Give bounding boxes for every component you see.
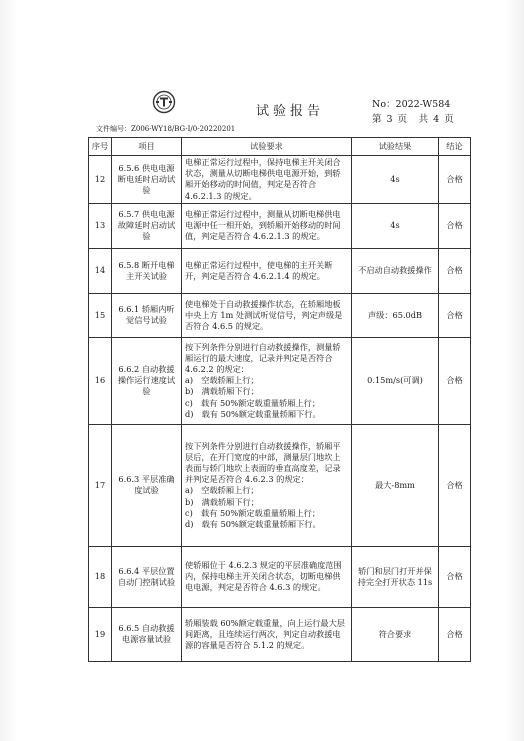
company-logo-icon [152, 90, 176, 114]
row-result: 声级：65.0dB [352, 293, 439, 337]
row-conclusion: 合格 [439, 203, 471, 248]
table-row [89, 424, 471, 546]
row-item: 6.6.2 自动救援操作运行速度试验 [112, 337, 182, 424]
row-item: 6.6.5 自动救援电源容量试验 [112, 607, 182, 661]
row-requirement [182, 424, 352, 546]
row-conclusion: 合格 [439, 607, 471, 661]
table-row [89, 546, 471, 607]
requirement-text: 电梯正常运行过程中，保持电梯主开关闭合状态，测量从切断电梯供电电源开始，到轿厢开始移动的时间值，判定是否符合 4.6.2.1.3 的规定。 [185, 157, 341, 201]
table-row [89, 293, 471, 337]
table-row [89, 337, 471, 424]
row-seq: 13 [89, 203, 112, 248]
table-body [89, 156, 471, 662]
row-result: 最大-8mm [352, 424, 439, 546]
requirement-text: 电梯正常运行过程中，测量从切断电梯供电电源中任一相开始，到轿厢开始移动的时间值，判定是否符合 4.6.2.1.3 的规定。 [185, 209, 341, 242]
row-conclusion: 合格 [439, 337, 471, 424]
row-seq: 12 [89, 156, 112, 204]
row-requirement [182, 203, 352, 248]
page-title: 试验报告 [256, 104, 325, 119]
row-seq: 18 [89, 546, 112, 607]
table-header-row [89, 138, 471, 156]
requirement-text: 使电梯处于自动救援操作状态，在轿厢地板中央上方 1m 处测试听觉信号，判定声级是否符合 4.6.5 的规定。 [185, 298, 343, 331]
requirement-condition: d) 载有 50%额定载重量轿厢下行。 [185, 408, 321, 419]
header-item: 项目 [112, 138, 182, 156]
row-seq: 19 [89, 607, 112, 661]
row-result: 4s [352, 203, 439, 248]
row-requirement [182, 293, 352, 337]
report-number: No：2022-W584 [372, 99, 451, 110]
row-result: 不启动自动救援操作 [352, 248, 439, 293]
table-row [89, 203, 471, 248]
requirement-text: 使轿厢位于 4.6.2.3 规定的平层准确度范围内，保持电梯主开关闭合状态，切断电梯供电电源，判定是否符合 4.6.3 的规定。 [185, 560, 342, 593]
page-indicator: 第 3 页 共 4 页 [372, 114, 455, 125]
table-row [89, 248, 471, 293]
row-requirement [182, 337, 352, 424]
row-item: 6.5.7 供电电源故障延时启动试验 [112, 203, 182, 248]
table-row [89, 156, 471, 204]
row-seq: 17 [89, 424, 112, 546]
requirement-text: 轿厢装载 60%额定载重量，向上运行最大层间距离，且连续运行两次，判定自动救援电源的容量是否符合 5.1.2 的规定。 [185, 617, 345, 650]
requirement-condition: c) 载有 50%额定载重量轿厢上行； [185, 507, 321, 518]
row-conclusion: 合格 [439, 546, 471, 607]
file-number: 文件编号：Z006-WY18/BG-I/0-20220201 [96, 125, 236, 133]
row-item: 6.5.6 供电电源断电延时启动试验 [112, 156, 182, 204]
row-item: 6.6.3 平层准确度试验 [112, 424, 182, 546]
requirement-condition: b) 满载轿厢下行； [185, 386, 259, 397]
row-requirement [182, 607, 352, 661]
requirement-text: 电梯正常运行过程中，使电梯的主开关断开，判定是否符合 4.6.2.1.4 的规定。 [185, 259, 333, 281]
row-conclusion: 合格 [439, 293, 471, 337]
row-seq: 15 [89, 293, 112, 337]
requirement-condition: b) 满载轿厢下行； [185, 496, 259, 507]
table-row [89, 607, 471, 661]
row-item: 6.5.8 断开电梯主开关试验 [112, 248, 182, 293]
row-conclusion: 合格 [439, 156, 471, 204]
row-item: 6.6.1 轿厢内听觉信号试验 [112, 293, 182, 337]
row-conclusion: 合格 [439, 248, 471, 293]
row-item: 6.6.4 平层位置自动门控制试验 [112, 546, 182, 607]
row-result: 0.15m/s(可调) [352, 337, 439, 424]
requirement-text: 按下列条件分别进行自动救援操作，测量轿厢运行的最大速度，记录并判定是否符合 4.6.2.2 的规定： [185, 341, 341, 374]
row-conclusion: 合格 [439, 424, 471, 546]
header-requirement: 试验要求 [182, 138, 352, 156]
requirement-condition: c) 载有 50%额定载重量轿厢上行； [185, 397, 321, 408]
row-requirement [182, 546, 352, 607]
requirement-condition: a) 空载轿厢上行； [185, 485, 259, 496]
row-result: 4s [352, 156, 439, 204]
row-result: 符合要求 [352, 607, 439, 661]
requirement-condition: d) 载有 50%额定载重量轿厢下行。 [185, 518, 321, 529]
row-requirement [182, 248, 352, 293]
test-table [88, 137, 471, 662]
requirement-condition: a) 空载轿厢上行； [185, 375, 259, 386]
header-result: 试验结果 [352, 138, 439, 156]
header-seq: 序号 [89, 138, 112, 156]
requirement-text: 按下列条件分别进行自动救援操作，轿厢平层后，在开门宽度的中部，测量层门地坎上表面与轿门地坎上表面的垂直高度差，记录并判定是否符合 4.6.2.3 的规定： [185, 440, 341, 485]
row-result: 轿门和层门打开并保持完全打开状态 11s [352, 546, 439, 607]
row-requirement [182, 156, 352, 204]
header-conclusion: 结论 [439, 138, 471, 156]
row-seq: 16 [89, 337, 112, 424]
row-seq: 14 [89, 248, 112, 293]
